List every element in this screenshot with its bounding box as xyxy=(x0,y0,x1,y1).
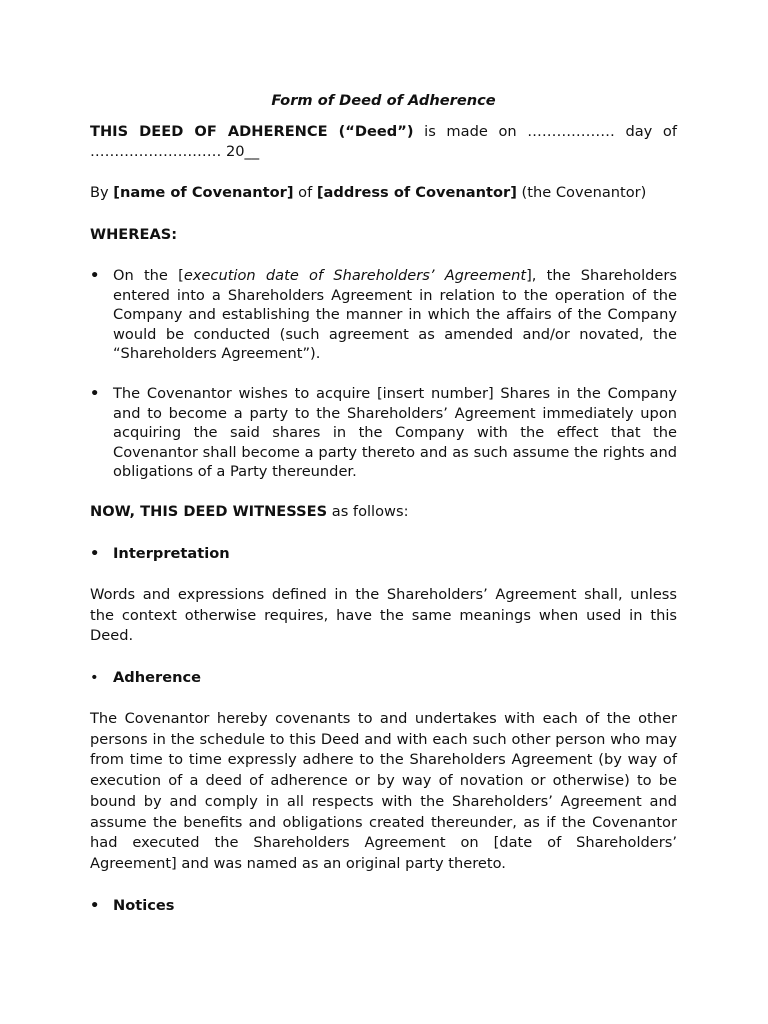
witness-rest: as follows: xyxy=(327,502,409,520)
intro-paragraph xyxy=(90,122,677,162)
adherence-body: The Covenantor hereby covenants to and undertakes with each of the other persons in the schedule to this Deed and with each such other person who may from time to time expressly adhere to the Shareholders Agreement (by way of execution of a deed of adherence or by way of novation or otherwise) to be bound by and comply in all respects with the Shareholders’ Agreement and assume the benefits and obligations created thereunder, as if the Covenantor had executed the Shareholders Agreement on [date of Shareholders’ Agreement] and was named as an original party thereto. xyxy=(90,710,677,872)
section-heading-notices xyxy=(90,896,677,916)
recital-item xyxy=(90,266,677,364)
recital-1-date-placeholder: execution date of Shareholders’ Agreement xyxy=(183,267,527,284)
interpretation-body: Words and expressions defined in the Shareholders’ Agreement shall, unless the context otherwise requires, have the same meanings when used in this Deed. xyxy=(90,585,677,645)
witness-bold: NOW, THIS DEED WITNESSES xyxy=(90,502,328,520)
bullet-icon: • xyxy=(90,896,100,914)
bullet-icon: • xyxy=(90,267,100,284)
intro-deed-name: THIS DEED OF ADHERENCE (“Deed”) xyxy=(90,123,414,140)
document-page xyxy=(90,92,677,937)
recital-1-after: ], the Shareholders entered into a Shareholders Agreement in relation to the operation of the Company and establishing the manner in which the affairs of the Company would be conducted (such agreement as amended and/or novated, the “Shareholders Agreement”). xyxy=(113,267,677,363)
recital-2-text: The Covenantor wishes to acquire [insert number] Shares in the Company and to become a party to the Shareholders’ Agreement immediately upon acquiring the said shares in the Company with the effect that the Covenantor shall become a party thereto and as such assume the rights and obligations of a Party thereunder. xyxy=(113,384,677,481)
byline-prefix: By xyxy=(90,184,114,201)
byline-suffix: (the Covenantor) xyxy=(516,184,647,201)
covenantor-name-placeholder: [name of Covenantor] xyxy=(113,184,294,201)
intro-date-line: is made on ……………… day of ……………………… 20__ xyxy=(90,123,678,160)
covenantor-address-placeholder: [address of Covenantor] xyxy=(316,184,517,201)
notices-heading-text: Notices xyxy=(113,896,175,914)
bullet-icon: • xyxy=(90,669,99,687)
covenantor-line xyxy=(90,183,677,203)
recital-item xyxy=(90,384,677,482)
witness-line xyxy=(90,502,677,522)
section-heading-interpretation xyxy=(90,544,677,564)
recital-1-before: On the [ xyxy=(113,267,184,284)
adherence-heading-text: Adherence xyxy=(113,669,202,687)
whereas-heading: WHEREAS: xyxy=(90,226,178,243)
interpretation-heading-text: Interpretation xyxy=(113,544,230,562)
byline-of: of xyxy=(293,184,317,201)
recitals-list xyxy=(90,266,677,482)
bullet-icon: • xyxy=(90,544,100,562)
section-heading-adherence xyxy=(90,668,677,688)
bullet-icon: • xyxy=(90,384,100,402)
document-title: Form of Deed of Adherence xyxy=(271,92,496,109)
